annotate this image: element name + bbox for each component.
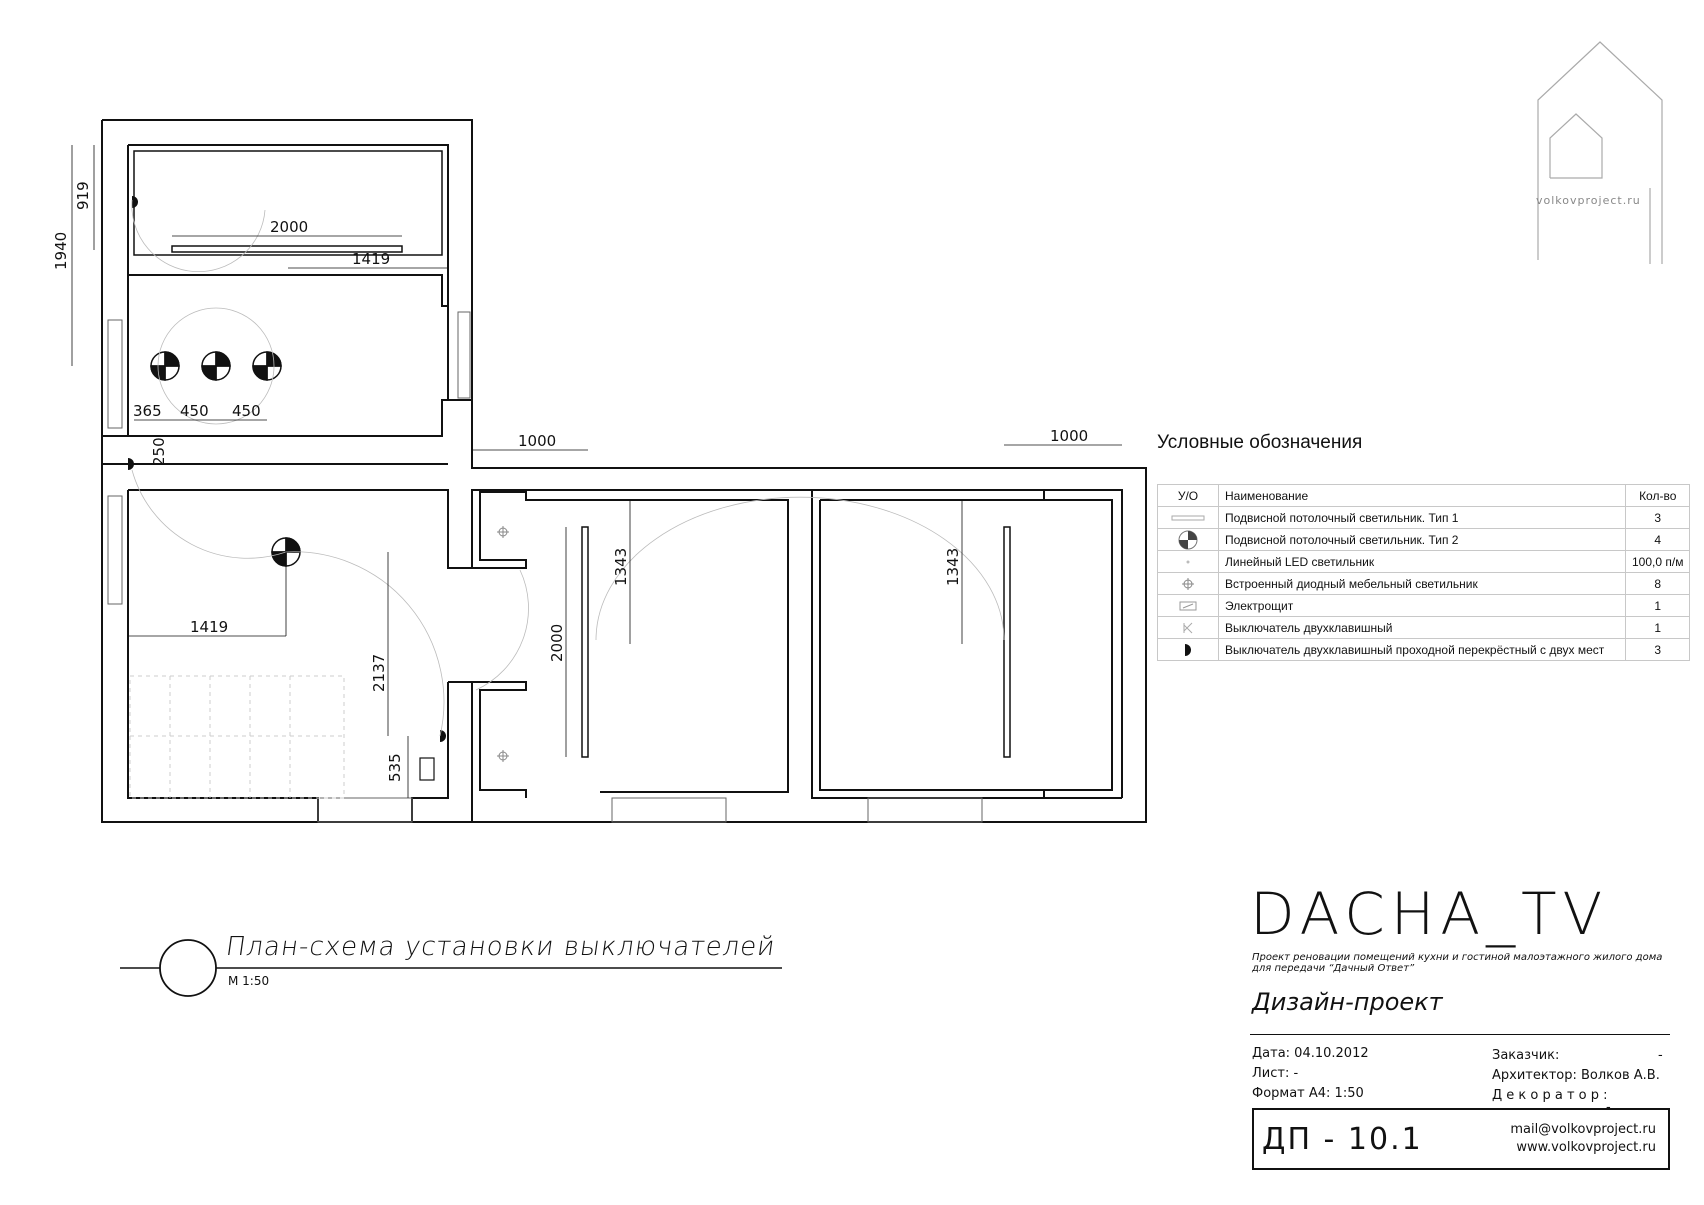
- legend-row: [1158, 595, 1690, 617]
- dim-919: 919: [74, 181, 92, 210]
- legend-row-name: Встроенный диодный мебельный светильник: [1219, 573, 1626, 595]
- double-switch-icon: [1181, 621, 1195, 635]
- legend-row-qty: 3: [1626, 507, 1690, 529]
- legend-row-name: Подвисной потолочный светильник. Тип 1: [1219, 507, 1626, 529]
- dim-1343-b: 1343: [944, 547, 962, 586]
- pendant-light-type1-icon: [1171, 514, 1205, 522]
- pendant-light-type2-icon: [1178, 530, 1198, 550]
- legend-row-name: Электрощит: [1219, 595, 1626, 617]
- electrical-panel: [420, 758, 434, 780]
- dim-1000-a: 1000: [518, 432, 557, 450]
- dim-250: 250: [150, 437, 168, 466]
- drawing-title: План-схема установки выключателей: [223, 932, 778, 962]
- dim-450-b: 450: [232, 402, 261, 420]
- dim-2137: 2137: [370, 653, 388, 692]
- architect-field: Архитектор: Волков А.В.: [1492, 1068, 1660, 1083]
- format-field: Формат А4: 1:50: [1252, 1086, 1364, 1101]
- legend-row: [1158, 507, 1690, 529]
- cross-switches: [128, 196, 446, 742]
- title-block-divider: [1250, 1034, 1670, 1035]
- legend-row-qty: 3: [1626, 639, 1690, 661]
- dim-1419-bottom: 1419: [190, 618, 229, 636]
- dimension-lines: [72, 145, 1122, 798]
- legend-header-row: [1158, 485, 1690, 507]
- decorator-value: -: [1606, 1100, 1611, 1115]
- brand-title: DACHA_TV: [1250, 880, 1609, 948]
- legend-header-symbol: У/О: [1158, 485, 1219, 507]
- dim-1419-top: 1419: [352, 250, 391, 268]
- project-type: Дизайн-проект: [1252, 988, 1443, 1016]
- pendant-lights-type2: [151, 352, 300, 566]
- date-field: Дата: 04.10.2012: [1252, 1046, 1369, 1061]
- legend-row-qty: 1: [1626, 595, 1690, 617]
- dim-2000-top: 2000: [270, 218, 309, 236]
- dim-450-a: 450: [180, 402, 209, 420]
- legend-table: [1157, 484, 1690, 661]
- project-subtitle-line2: для передачи “Дачный Ответ”: [1252, 963, 1415, 974]
- sheet-field: Лист: -: [1252, 1066, 1299, 1081]
- dim-2000-vert: 2000: [548, 623, 566, 662]
- logo-url: volkovproject.ru: [1536, 194, 1641, 207]
- legend-row-name: Выключатель двухклавишный: [1219, 617, 1626, 639]
- linear-led-lights: [172, 246, 1010, 757]
- legend-header-name: Наименование: [1219, 485, 1626, 507]
- legend-header-qty: Кол-во: [1626, 485, 1690, 507]
- dim-365: 365: [133, 402, 162, 420]
- contact-website: www.volkovproject.ru: [1516, 1140, 1656, 1155]
- dim-1940: 1940: [52, 231, 70, 270]
- legend-row-qty: 100,0 п/м: [1626, 551, 1690, 573]
- legend-title: Условные обозначения: [1157, 432, 1363, 453]
- linear-led-icon: [1185, 559, 1191, 565]
- furniture-led-icon: [1181, 577, 1195, 591]
- dim-1000-b: 1000: [1050, 427, 1089, 445]
- project-subtitle: [1252, 952, 1672, 974]
- legend-row: [1158, 617, 1690, 639]
- legend-row-qty: 8: [1626, 573, 1690, 595]
- furniture-leds: [497, 526, 509, 762]
- legend-row: [1158, 639, 1690, 661]
- electrical-panel-icon: [1179, 601, 1197, 611]
- legend-row-name: Выключатель двухклавишный проходной перекрёстный с двух мест: [1219, 639, 1626, 661]
- legend-row-name: Линейный LED светильник: [1219, 551, 1626, 573]
- decorator-label: Д е к о р а т о р :: [1492, 1088, 1608, 1103]
- drawing-scale: М 1:50: [228, 974, 270, 988]
- contact-email: mail@volkovproject.ru: [1510, 1122, 1656, 1137]
- dim-1343-a: 1343: [612, 547, 630, 586]
- sheet-code: ДП - 10.1: [1262, 1122, 1423, 1157]
- legend-row: [1158, 573, 1690, 595]
- plan-walls: [102, 120, 1146, 822]
- plan-windows: [108, 312, 982, 822]
- project-subtitle-line1: Проект реновации помещений кухни и гостиной малоэтажного жилого дома: [1252, 952, 1663, 963]
- cross-switch-icon: [1182, 643, 1194, 657]
- legend-row-qty: 4: [1626, 529, 1690, 551]
- legend-row: [1158, 529, 1690, 551]
- stairs: [130, 676, 344, 798]
- client-value: -: [1658, 1048, 1663, 1063]
- legend-row-name: Подвисной потолочный светильник. Тип 2: [1219, 529, 1626, 551]
- dim-535: 535: [386, 753, 404, 782]
- legend-row: [1158, 551, 1690, 573]
- legend-row-qty: 1: [1626, 617, 1690, 639]
- client-label: Заказчик:: [1492, 1048, 1560, 1063]
